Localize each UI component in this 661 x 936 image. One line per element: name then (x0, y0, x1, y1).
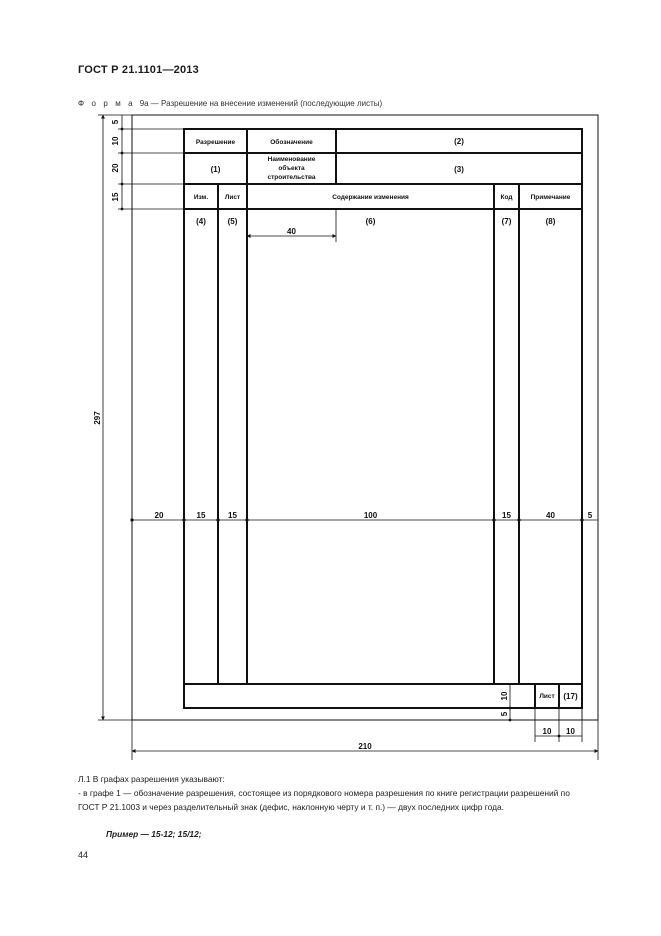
content-header: Содержание изменения (332, 194, 409, 201)
extension-lines (98, 115, 598, 760)
page-outline (132, 115, 598, 720)
dim-left-5: 5 (111, 119, 120, 125)
field-3: (3) (454, 165, 464, 174)
object-name-header-line3: строительства (267, 174, 316, 181)
field-6: (6) (365, 217, 376, 226)
dim-width-15b: 15 (228, 511, 237, 520)
field-2: (2) (454, 137, 464, 146)
dim-stamp-5: 5 (500, 711, 509, 717)
object-name-header-line2: объекта (278, 165, 305, 172)
note-l1: Л.1 В графах разрешения указывают: (78, 774, 225, 784)
permission-header: Разрешение (195, 139, 236, 146)
dim-total-width-210: 210 (358, 742, 372, 751)
dim-width-40: 40 (546, 511, 555, 520)
field-1: (1) (210, 165, 221, 174)
field-17: (17) (563, 692, 578, 701)
designation-header: Обозначение (270, 139, 313, 146)
dim-stamp-10: 10 (500, 691, 509, 701)
dim-height-297: 297 (93, 411, 102, 425)
caption-prefix: Ф о р м а (78, 99, 136, 108)
code-header: Код (500, 194, 513, 201)
caption-text: 9а — Разрешение на внесение изменений (последующие листы) (139, 99, 383, 108)
dim-left-15: 15 (111, 192, 120, 202)
sheet-header: Лист (224, 194, 241, 201)
dim-width-15a: 15 (196, 511, 206, 520)
dim-width-100: 100 (363, 511, 378, 520)
example-text: Пример — 15-12; 15/12; (106, 829, 202, 839)
field-7: (7) (501, 217, 512, 226)
form-frame (184, 129, 582, 708)
dim-width-20: 20 (154, 511, 164, 520)
dim-bottom-10b: 10 (566, 727, 575, 736)
change-no-header: Изм. (193, 194, 209, 201)
dimension-lines (103, 115, 598, 751)
field-4: (4) (196, 217, 206, 226)
dim-left-20: 20 (111, 163, 120, 173)
dim-width-5: 5 (587, 511, 593, 520)
page-number: 44 (78, 850, 89, 860)
dim-width-15c: 15 (502, 511, 511, 520)
dim-content-40: 40 (287, 227, 296, 236)
stamp-sheet-label: Лист (539, 693, 555, 700)
standard-title: ГОСТ Р 21.1101—2013 (78, 64, 199, 76)
field-8: (8) (545, 217, 556, 226)
dim-bottom-10a: 10 (542, 727, 552, 736)
object-name-header-line1: Наименование (267, 156, 316, 163)
field-5: (5) (227, 217, 238, 226)
note-header: Примечание (530, 194, 571, 201)
dimension-ticks (121, 128, 584, 738)
note-paragraph: - в графе 1 — обозначение разрешения, состоящее из порядкового номера разрешения по книге регистрации разрешений по ГОСТ Р 21.1003 и через разделительный знак (дефис, наклонную черту и т. п.) — двух последних цифр года. (78, 788, 570, 812)
dim-left-10: 10 (111, 136, 120, 146)
